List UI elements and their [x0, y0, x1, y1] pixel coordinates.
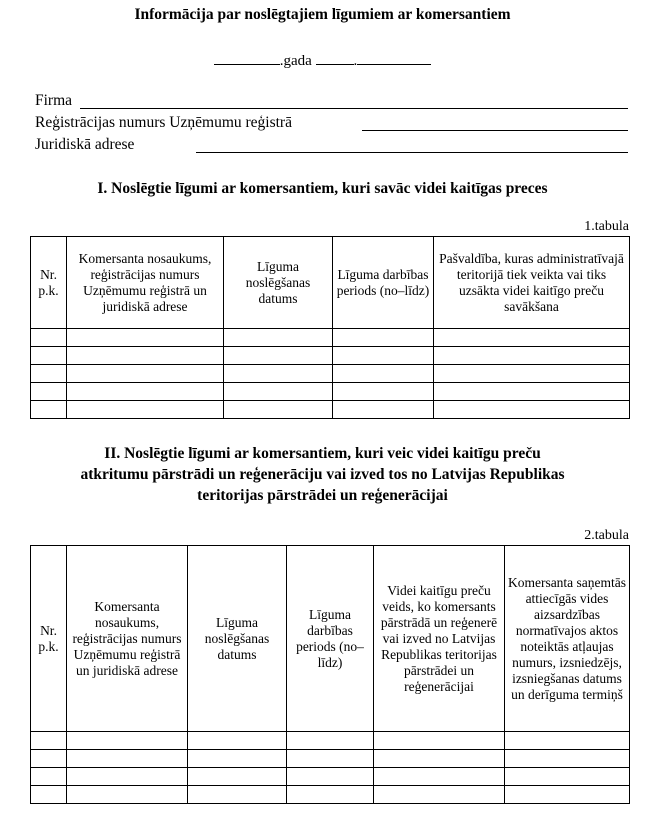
- table2-col-nr: Nr. p.k.: [31, 546, 67, 732]
- table2-col-period: Līguma darbības periods (no–līdz): [287, 546, 374, 732]
- table-row: [31, 732, 630, 750]
- field-address-line[interactable]: [196, 152, 628, 153]
- section2-title-line-3: teritorijas pārstrādei un reģenerācijai: [197, 487, 448, 504]
- table2-col-company: Komersanta nosaukums, reģistrācijas numurs Uzņēmumu reģistrā un juridiskā adrese: [67, 546, 188, 732]
- table1-col-nr: Nr. p.k.: [31, 237, 67, 329]
- table-row: [31, 401, 630, 419]
- table-row: [31, 750, 630, 768]
- table-row: [31, 365, 630, 383]
- date-month-blank[interactable]: [316, 50, 354, 65]
- table1-header-row: [31, 237, 630, 329]
- date-sep: .: [353, 53, 358, 69]
- field-address-label: Juridiskā adrese: [35, 136, 135, 153]
- date-day-blank[interactable]: [214, 50, 280, 65]
- table1-label: 1.tabula: [584, 219, 629, 234]
- table-row: [31, 383, 630, 401]
- section2-title-line-2: atkritumu pārstrādi un reģenerāciju vai izved tos no Latvijas Republikas: [80, 466, 565, 483]
- date-line: [0, 50, 645, 70]
- table2-col-date: Līguma noslēgšanas datums: [188, 546, 287, 732]
- table2-col-permit: Komersanta saņemtās attiecīgās vides aizsardzības normatīvajos aktos noteiktās atļaujas numurs, izsniedzējs, izsniegšanas datums un derīguma termiņš: [505, 546, 630, 732]
- field-regnum-line[interactable]: [362, 130, 628, 131]
- field-firma-label: Firma: [35, 92, 73, 109]
- table1-col-company: Komersanta nosaukums, reģistrācijas numurs Uzņēmumu reģistrā un juridiskā adrese: [67, 237, 224, 329]
- date-year-blank[interactable]: [357, 50, 431, 65]
- table-row: [31, 329, 630, 347]
- section2-title-line-1: II. Noslēgtie līgumi ar komersantiem, kuri veic videi kaitīgu preču: [104, 445, 541, 462]
- table2: [30, 545, 630, 804]
- table-row: [31, 786, 630, 804]
- field-regnum-label: Reģistrācijas numurs Uzņēmumu reģistrā: [35, 114, 292, 131]
- table2-label: 2.tabula: [584, 528, 629, 543]
- table-row: [31, 768, 630, 786]
- table2-col-goods-type: Videi kaitīgu preču veids, ko komersants pārstrādā un reģenerē vai izved no Latvijas Republikas teritorijas pārstrādei un reģenerācijai: [374, 546, 505, 732]
- table1: [30, 236, 630, 419]
- table1-col-municipality: Pašvaldība, kuras administratīvajā teritorijā tiek veikta vai tiks uzsākta videi kaitīgo preču savākšana: [434, 237, 630, 329]
- table-row: [31, 347, 630, 365]
- document-title: Informācija par noslēgtajiem līgumiem ar komersantiem: [134, 6, 511, 23]
- date-label: .gada: [279, 53, 312, 69]
- field-firma-line[interactable]: [80, 108, 628, 109]
- table1-col-period: Līguma darbības periods (no–līdz): [333, 237, 434, 329]
- table1-col-date: Līguma noslēgšanas datums: [224, 237, 333, 329]
- section2-title: [0, 443, 645, 506]
- table2-header-row: [31, 546, 630, 732]
- section1-title: I. Noslēgtie līgumi ar komersantiem, kuri savāc videi kaitīgas preces: [97, 180, 548, 197]
